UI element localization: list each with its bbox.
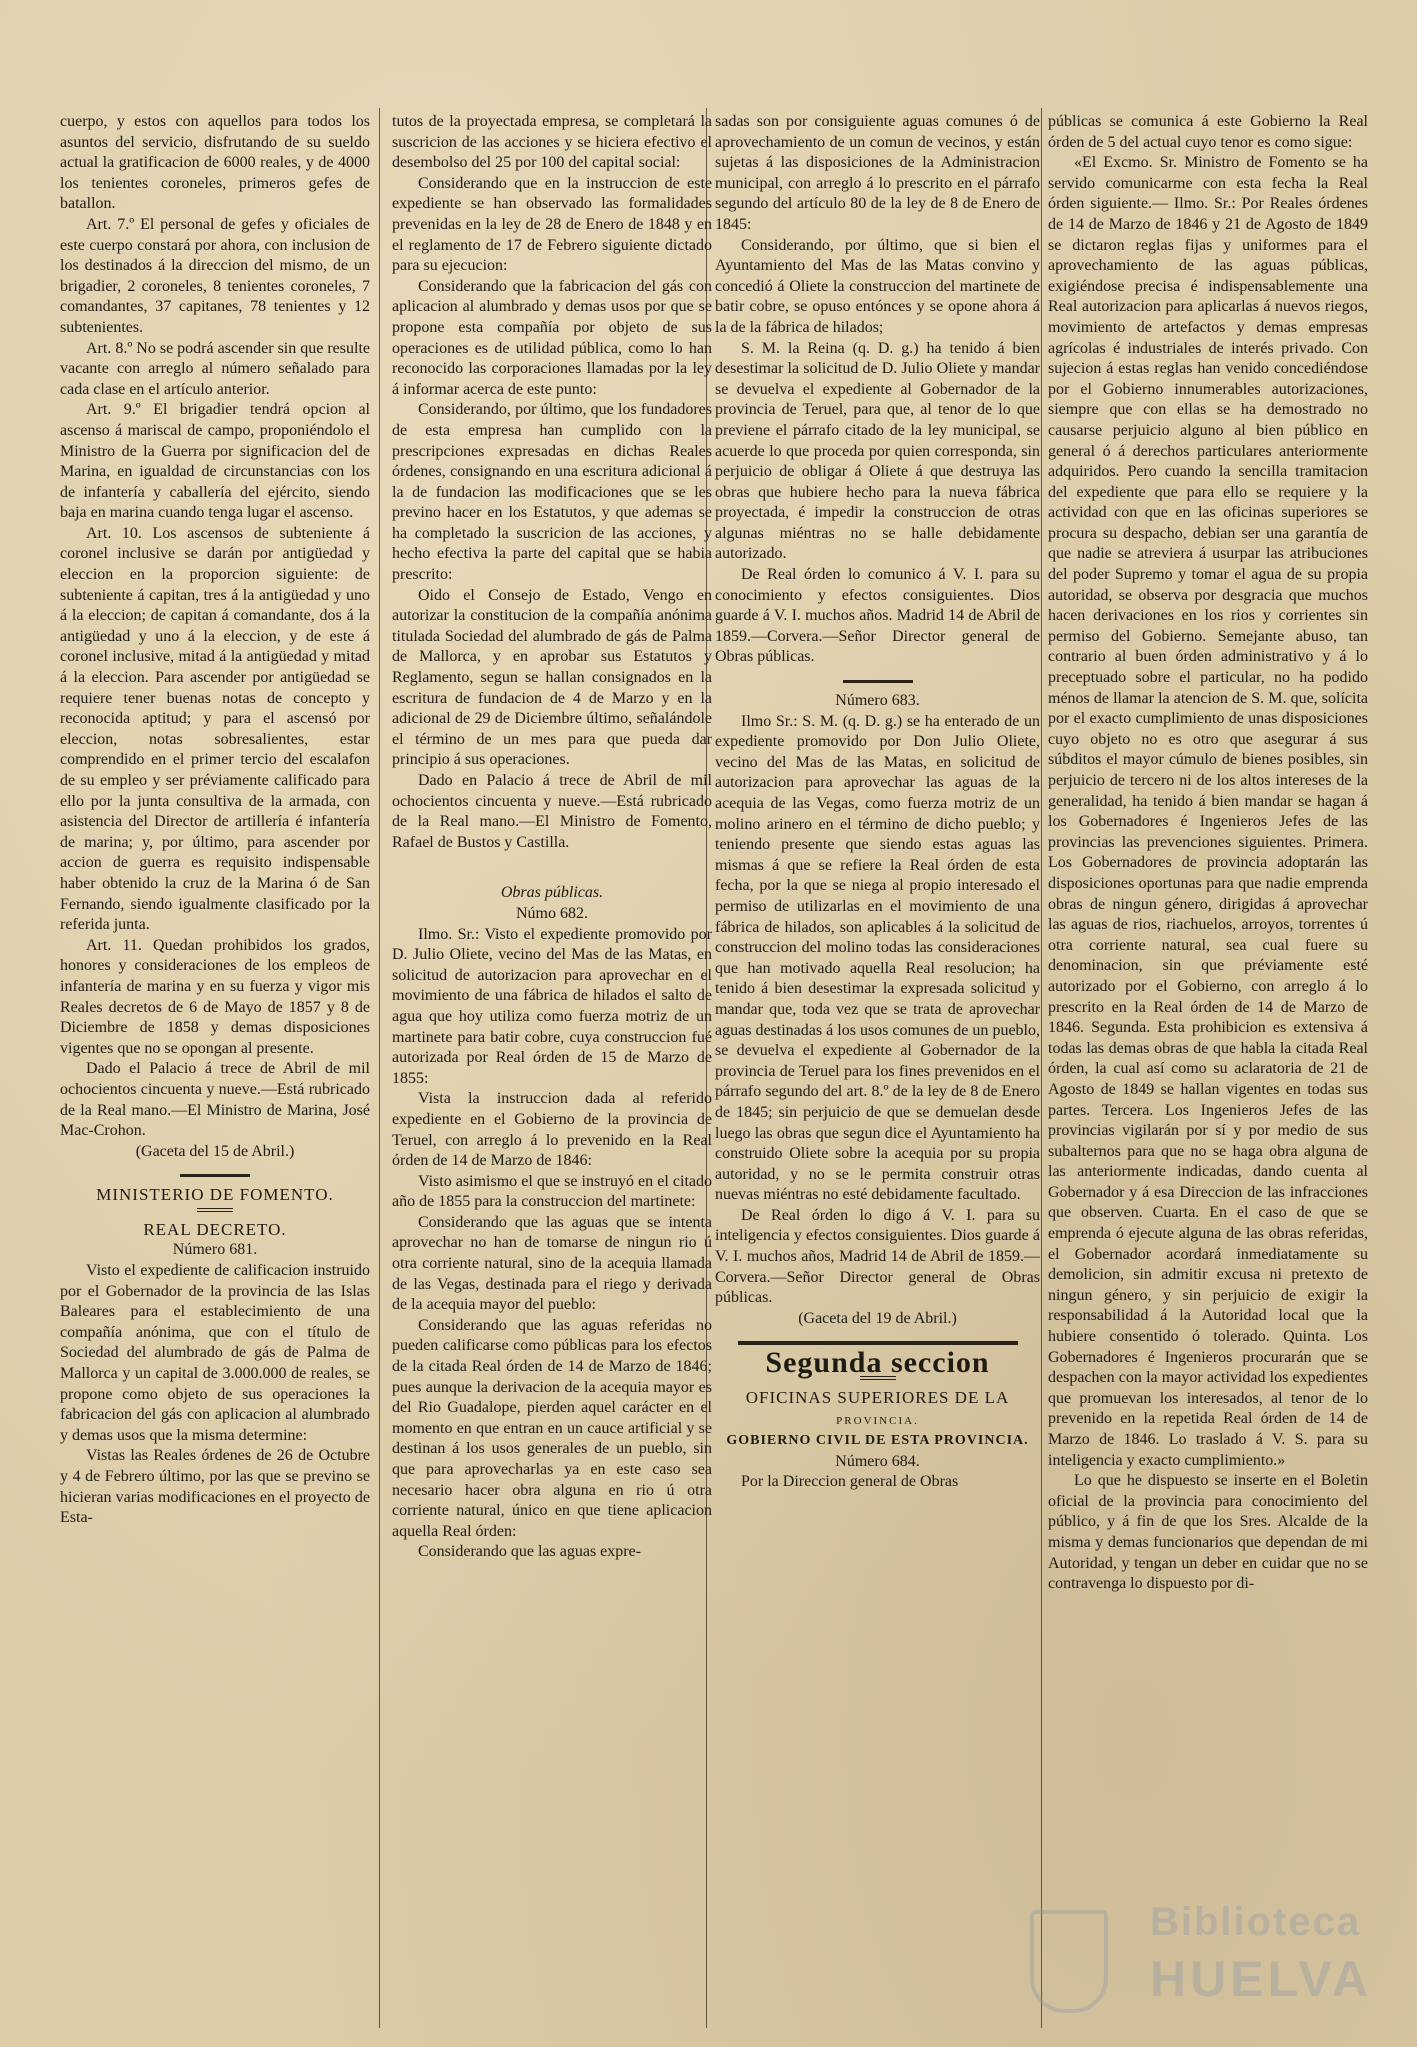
paragraph: Visto asimismo el que se instruyó en el citado año de 1855 para la construccion del martinete:: [392, 1172, 712, 1211]
paragraph: sadas son por consiguiente aguas comunes ó de aprovechamiento de un comun de vecinos, y están sujetas á las disposiciones de la Administracion municipal, con arreglo á lo prescrito en el párrafo segundo del artículo 80 de la ley de 8 de Enero de 1845:: [715, 113, 1040, 233]
ministry-heading: MINISTERIO DE FOMENTO.: [96, 1185, 334, 1205]
paragraph: «El Excmo. Sr. Ministro de Fomento se ha servido comunicarme con esta fecha la Real órden siguiente.— Ilmo. Sr.: Por Reales órdenes de 14 de Marzo de 1846 y 21 de Agosto de 1849 se dictaron reglas fijas y uniformes para el aprovechamiento de las aguas públicas, exigiéndose precisa é indispensablemente una Real autorizacion para aplicarlas á nuevos riegos, movimiento de artefactos y demas empresas agrícolas é industriales de interés privado. Con sujecion á estas reglas han venido concediéndose por el Gobierno innumerables autorizaciones, siempre que con ellas se ha demostrado no causarse perjuicio alguno al bien público en general ó á derechos particulares anteriormente adquiridos. Pero cuando la sencilla tramitacion del expediente que para ello se requiere y la actividad con que en las oficinas superiores se procura su despacho, debian ser una garantía de que nadie se atreviera á usurpar las atribuciones del poder Supremo y tomar el agua de su propia autoridad, se observa por desgracia que muchos hacen derivaciones en los rios y corrientes sin permiso del Gobierno. Semejante abuso, tan contrario al buen órden administrativo y á lo preceptuado sobre el particular, no ha podido ménos de llamar la atencion de S. M. que, solícita por el exacto cumplimiento de unas disposiciones cuyo objeto no es otro que asegurar á sus súbditos el mayor cúmulo de bienes posibles, sin perjuicio de tercero ni de los altos intereses de la generalidad, ha tenido á bien mandar se hagan á los Gobernadores é Ingenieros Jefes de las provincias las prevenciones siguientes. Primera. Los Gobernadores de provincia adoptarán las disposiciones oportunas para que nadie emprenda obras de ningun género, dirigidas á aprovechar las aguas de rios, riachuelos, arroyos, torrentes ú otra corriente natural, sea cual fuere su denominacion, sin que préviamente esté autorizado por el Gobierno, con arreglo á lo prescrito en la Real órden de 14 de Marzo de 1846. Segunda. Esta prohibicion es extensiva á todas las demas obras de que habla la citada Real órden, la cual así como su aclaratoria de 21 de Agosto de 1849 se hallan vigentes en todas sus partes. Tercera. Los Ingenieros Jefes de las provincias vigilarán por sí y por medio de sus subalternos para que no se haga obra alguna de las anteriormente indicadas, dando cuenta al Gobernador y á esa Direccion de las infracciones que observen. Cuarta. En el caso de que se emprenda ó ejecute alguna de las obras referidas, el Gobernador acordará inmediatamente su demolicion, sin admitir excusa ni pretexto de ningun género, y sin perjuicio de exigir la responsabilidad á la Autoridad local que la hubiere consentido ó tolerado. Quinta. Los Gobernadores é Ingenieros procurarán que se despachen con la mayor actividad los expedientes que promuevan los interesados, al tenor de lo prevenido en la repetida Real órden de 14 de Marzo de 1846. Lo traslado á V. S. para su inteligencia y exacto cumplimiento.»: [1048, 154, 1368, 1469]
number-heading: Número 684.: [835, 1452, 920, 1470]
government-heading: GOBIERNO CIVIL DE ESTA PROVINCIA.: [726, 1433, 1029, 1449]
paragraph: Vista la instruccion dada al referido expediente en el Gobierno de la provincia de Teruel, con arreglo á lo prevenido en la Real órden de 14 de Marzo de 1846:: [392, 1090, 712, 1170]
paragraph: Vistas las Reales órdenes de 26 de Octubre y 4 de Febrero último, por las que se previno se hicieran varias modificaciones en el proyecto de Esta-: [60, 1447, 370, 1527]
paragraph: Lo que he dispuesto se inserte en el Boletin oficial de la provincia para conocimiento del público, y á fin de que los Sres. Alcalde de la misma y demas funcionarios que dependan de mi Autoridad, y tengan un deber en cuidar que no se contravenga lo dispuesto por di-: [1048, 1472, 1368, 1593]
number-heading: Númo 682.: [516, 904, 588, 922]
shield-icon: [1030, 1910, 1108, 2013]
paragraph: públicas se comunica á este Gobierno la Real órden de 5 del actual cuyo tenor es como sigue:: [1048, 113, 1368, 151]
column-1: [60, 112, 370, 2035]
office-subheading: PROVINCIA.: [836, 1414, 919, 1427]
section-title: Segunda seccion: [765, 1346, 990, 1380]
library-watermark: [1030, 1900, 1390, 2030]
section-heading: Obras públicas.: [500, 884, 604, 902]
paragraph: De Real órden lo comunico á V. I. para su conocimiento y efectos consiguientes. Dios guarde á V. I. muchos años. Madrid 14 de Abril de 1859.—Corvera.—Señor Director general de Obras públicas.: [715, 566, 1040, 666]
paragraph: tutos de la proyectada empresa, se completará la suscricion de las acciones y se hiciera efectivo el desembolso del 25 por 100 del capital social:: [392, 113, 712, 172]
paragraph: Art. 10. Los ascensos de subteniente á coronel inclusive se darán por antigüedad y eleccion en la proporcion siguiente: de subteniente á capitan, tres á la antigüedad y uno á la eleccion; de capitan á comandante, dos á la antigüedad y uno á la eleccion, y de este á coronel inclusive, mitad á la antigüedad y mitad á la eleccion. Para ascender por antigüedad se requiere tener buenas notas de concepto y reconocida aptitud; y para el ascensó por eleccion, notas sobresalientes, estar comprendido en el primer tercio del escalafon de su empleo y ser préviamente calificado para ello por la junta consultiva de la armada, con asistencia del Director de artillería é infantería de marina; y, por último, para ascender por accion de guerra es requisito indispensable haber obtenido la cruz de la Marina ó de San Fernando, siendo igualmente clasificado por la referida junta.: [60, 524, 370, 934]
double-rule: [197, 1208, 233, 1212]
paragraph: Por la Direccion general de Obras: [741, 1473, 959, 1491]
paragraph: Art. 11. Quedan prohibidos los grados, honores y consideraciones de los empleos de infantería de marina y en su fuerza y vigor mis Reales decretos de 6 de Mayo de 1857 y 8 de Diciembre de 1858 y demas disposiciones vigentes que no se opongan al presente.: [60, 936, 370, 1057]
paragraph: Considerando que las aguas referidas no pueden calificarse como públicas para los efectos de la citada Real órden de 14 de Marzo de 1846; pues aunque la derivacion de la acequia mayor es del Rio Guadalope, pierden aquel carácter en el momento en que entran en un cauce artificial y se destinan á los usos generales de un pueblo, sin que para aprovecharlas ya en este caso sea necesario hacer obra alguna en rio ú otra corriente natural, único en que tiene aplicacion aquella Real órden:: [392, 1316, 712, 1540]
paragraph: Ilmo. Sr.: Visto el expediente promovido por D. Julio Oliete, vecino del Mas de las Matas, en solicitud de autorizacion para aprovechar en el movimiento de una fábrica de hilados el salto de agua que hoy utiliza como fuerza motriz de un martinete para batir cobre, cuya construccion fué autorizada por Real órden de 15 de Marzo de 1855:: [392, 925, 712, 1087]
paragraph: Dado el Palacio á trece de Abril de mil ochocientos cincuenta y nueve.—Está rubricado de la Real mano.—El Ministro de Marina, José Mac-Crohon.: [60, 1060, 370, 1140]
gaceta-note: (Gaceta del 19 de Abril.): [798, 1309, 957, 1327]
paragraph: S. M. la Reina (q. D. g.) ha tenido á bien desestimar la solicitud de D. Julio Oliete y mandar se devuelva el expediente al Gobernador de la provincia de Teruel, para que, al tenor de lo que previene el párrafo citado de la ley municipal, se acuerde lo que proceda por quien corresponda, sin perjuicio de obligar á Oliete á que destruya las obras que hubiere hecho para la nueva fábrica proyectada, é impedir la construccion de otras algunas miéntras no se halle debidamente autorizado.: [715, 339, 1040, 563]
paragraph: Art. 9.º El brigadier tendrá opcion al ascenso á mariscal de campo, proponiéndolo el Ministro de la Guerra por significacion del de Marina, en igualdad de circunstancias con los de infantería y caballería del ejército, siendo baja en marina cuando tenga lugar el ascenso.: [60, 401, 370, 522]
watermark-text: Biblioteca: [1150, 1900, 1362, 1944]
paragraph: Considerando, por último, que si bien el Ayuntamiento del Mas de las Matas convino y concedió á Oliete la construccion del martinete de batir cobre, se opuso entónces y se opone ahora á la de la fábrica de hilados;: [715, 236, 1040, 336]
paragraph: Visto el expediente de calificacion instruido por el Gobernador de la provincia de las Islas Baleares para el establecimiento de una compañía anónima, que con el título de Sociedad del alumbrado de gás de Palma de Mallorca y un capital de 3.000.000 de reales, se propone como objeto de sus operaciones la fabricacion del gás con aplicacion al alumbrado y demas usos que la misma determine:: [60, 1262, 370, 1444]
paragraph: Considerando que la fabricacion del gás con aplicacion al alumbrado y demas usos por que se propone esta compañía por objeto de sus operaciones es de utilidad pública, como lo han reconocido las corporaciones llamadas por la ley á informar acerca de este punto:: [392, 277, 712, 398]
number-heading: Número 681.: [172, 1241, 258, 1259]
paragraph: Art. 8.º No se podrá ascender sin que resulte vacante con arreglo al número señalado para cada clase en el artículo anterior.: [60, 339, 370, 398]
number-heading: Número 683.: [835, 692, 920, 710]
column-2: [392, 112, 712, 2035]
column-rule: [379, 108, 380, 2028]
section-divider: [738, 1341, 1018, 1345]
column-rule: [1041, 108, 1042, 2028]
column-3: [715, 112, 1040, 2035]
paragraph: De Real órden lo digo á V. I. para su inteligencia y efectos consiguientes. Dios guarde á V. I. muchos años, Madrid 14 de Abril de 1859.—Corvera.—Señor Director general de Obras públicas.: [715, 1206, 1040, 1307]
paragraph: cuerpo, y estos con aquellos para todos los asuntos del servicio, disfrutando de su sueldo actual la gratificacion de 6000 reales, y de 4000 los tenientes coroneles, primeros gefes de batallon.: [60, 113, 370, 213]
paragraph: Considerando que las aguas que se intenta aprovechar no han de tomarse de ningun rio ú otra corriente natural, sino de la acequia llamada de las Vegas, destinada para el riego y derivada de la acequia mayor del pueblo:: [392, 1213, 712, 1314]
paragraph: Considerando que en la instruccion de este expediente se han observado las formalidades prevenidas en la ley de 28 de Enero de 1848 y en el reglamento de 17 de Febrero siguiente dictado para su ejecucion:: [392, 174, 712, 275]
office-heading: OFICINAS SUPERIORES DE LA: [745, 1388, 1010, 1408]
watermark-text: HUELVA: [1150, 1951, 1373, 2007]
gaceta-note: (Gaceta del 15 de Abril.): [135, 1142, 295, 1160]
paragraph: Ilmo Sr.: S. M. (q. D. g.) se ha enterado de un expediente promovido por Don Julio Oliete, vecino del Mas de las Matas, en solicitud de autorizacion para aprovechar las aguas de la acequia de las Vegas, como fuerza motriz de un molino arinero en el término de dicho pueblo; y teniendo presente que siendo estas aguas las mismas á que se refiere la Real órden de esta fecha, por la que se niega al propio interesado el permiso de utilizarlas en el movimiento de una fábrica de hilados, son aplicables á la solicitud de construccion del molino todas las consideraciones que han motivado aquella Real resolucion; ha tenido á bien desestimar la expresada solicitud y mandar que, toda vez que se trata de aprovechar aguas destinadas á los usos comunes de un pueblo, se devuelva el expediente al Gobernador de la provincia de Teruel para los fines prevenidos en el párrafo segundo del art. 8.º de la ley de 8 de Enero de 1845; sin perjuicio de que se demuelan desde luego las obras que segun dice el Ayuntamiento ha construido Oliete sobre la acequia por su propia autoridad, y no se le permita construir otras nuevas miéntras no esté debidamente facultado.: [715, 712, 1040, 1204]
paragraph: Considerando que las aguas expre-: [418, 1543, 642, 1561]
section-divider: [843, 680, 913, 683]
decree-heading: REAL DECRETO.: [143, 1219, 287, 1239]
paragraph: Oido el Consejo de Estado, Vengo en autorizar la constitucion de la compañía anónima titulada Sociedad del alumbrado de gás de Palma de Mallorca, y en aprobar sus Estatutos y Reglamento, segun se hallan consignados en la escritura de fundacion de 4 de Marzo y en la adicional de 29 de Diciembre último, señalándole el término de un mes para que pueda dar principio á sus operaciones.: [392, 586, 712, 769]
paragraph: Dado en Palacio á trece de Abril de mil ochocientos cincuenta y nueve.—Está rubricado de la Real mano.—El Ministro de Fomento, Rafael de Bustos y Castilla.: [392, 772, 712, 851]
section-divider: [180, 1174, 250, 1177]
column-4: [1048, 112, 1368, 2035]
paragraph: Art. 7.º El personal de gefes y oficiales de este cuerpo constará por ahora, con inclusion de los destinados á la direccion del mismo, de un brigadier, 2 coroneles, 8 tenientes coroneles, 7 comandantes, 37 capitanes, 78 tenientes y 12 subtenientes.: [60, 215, 370, 336]
paragraph: Considerando, por último, que los fundadores de esta empresa han cumplido con la prescripciones expresadas en dichas Reales órdenes, consignando en una escritura adicional á la de fundacion las modificaciones que se les previno hacer en los Estatutos, y que ademas se ha completado la suscricion de las acciones, y hecho efectiva la parte del capital que se habia prescrito:: [392, 401, 712, 584]
